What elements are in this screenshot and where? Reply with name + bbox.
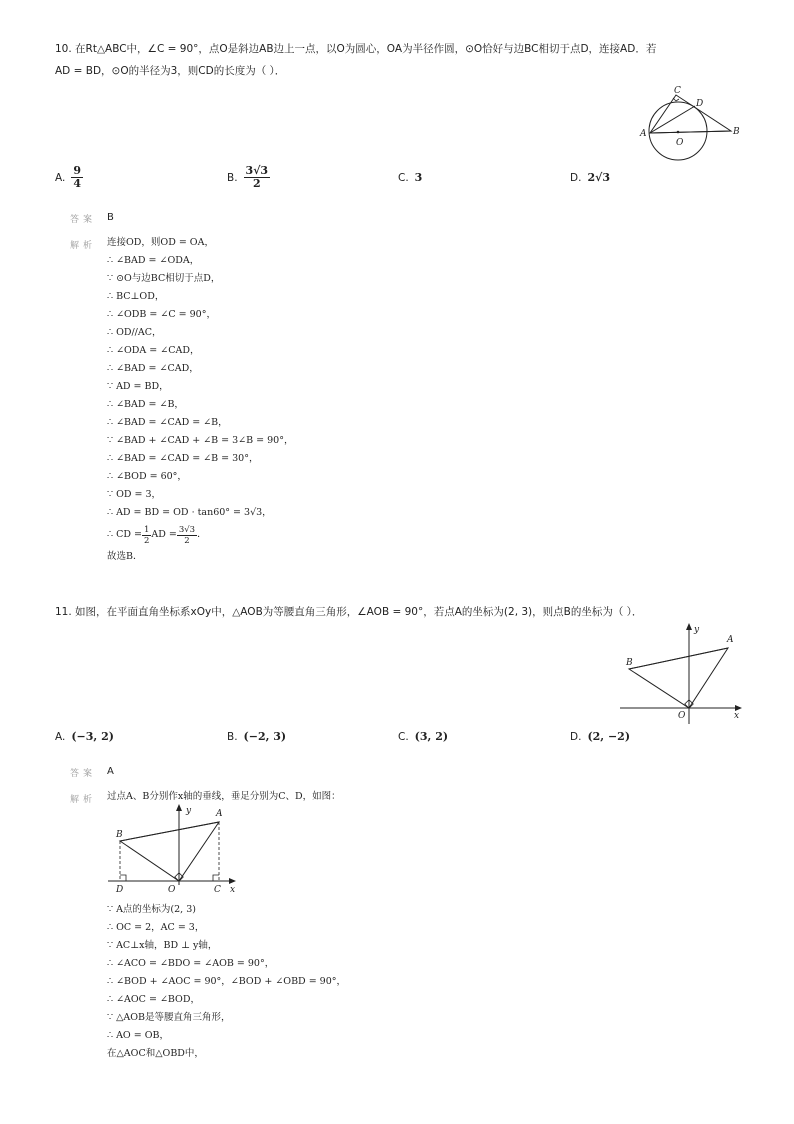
- q11-option-c[interactable]: [398, 730, 448, 743]
- q11-step: ∴ OC = 2，AC = 3，: [107, 922, 205, 933]
- q10-step: ∴ ∠BOD = 60°，: [107, 471, 187, 482]
- q10-option-c[interactable]: [398, 171, 422, 184]
- q10-stem-line2: AD = BD，⊙O的半径为3，则CD的长度为（ ）．: [55, 65, 286, 77]
- q11-option-a[interactable]: [55, 730, 114, 743]
- q10-label-o: O: [676, 138, 684, 148]
- q11-option-d-letter: D.: [570, 730, 582, 743]
- q11-option-d[interactable]: [570, 730, 630, 743]
- q11s-label-d: D: [116, 885, 124, 895]
- q11s-label-x: x: [230, 885, 236, 895]
- q10-conclusion: 故选B．: [107, 551, 143, 562]
- q10-frac-half: $\frac{1}{2}$: [143, 524, 150, 546]
- q11s-segment-ab: [120, 822, 219, 841]
- q10-option-b-value: $\frac{3√3}{2}$: [245, 164, 269, 190]
- q10-option-d[interactable]: [570, 171, 610, 184]
- q11-option-a-value: (−3, 2): [71, 730, 114, 743]
- q11s-label-o: O: [168, 885, 176, 895]
- q10-analysis-label: 解析: [70, 241, 97, 251]
- q11s-right-mark-c: [213, 875, 219, 881]
- q11-label-x: x: [734, 711, 740, 721]
- q11-option-b-value: (−2, 3): [243, 730, 287, 743]
- q11-analysis: [107, 901, 346, 1063]
- q10-right-angle-mark: [673, 98, 679, 101]
- q10-step: ∴ ∠BAD = ∠B，: [107, 399, 184, 410]
- q11s-label-y: y: [186, 806, 192, 816]
- q10-step: ∴ AD = BD = OD · tan60° = 3√3，: [107, 507, 272, 518]
- q11-answer-label: 答案: [70, 769, 97, 779]
- q11s-triangle: [120, 822, 219, 881]
- q11-step: ∵ A点的坐标为(2, 3): [107, 904, 196, 915]
- q11-analysis-intro: 过点A、B分别作x轴的垂线，垂足分别为C、D，如图：: [107, 791, 341, 802]
- q10-step: ∵ AD = BD，: [107, 381, 169, 392]
- q10-stem: [55, 38, 755, 82]
- q11-option-a-letter: A.: [55, 730, 66, 743]
- q10-figure: [636, 84, 746, 164]
- q10-step: ∴ ∠BAD = ∠ODA，: [107, 255, 200, 266]
- q10-step: ∴ ∠ODA = ∠CAD，: [107, 345, 200, 356]
- q10-step: ∴ ∠BAD = ∠CAD，: [107, 363, 199, 374]
- q11-y-arrow: [686, 623, 692, 630]
- q11-figure: [616, 620, 746, 726]
- q10-step: 连接OD，则OD = OA，: [107, 237, 214, 248]
- q10-option-c-value: 3: [414, 171, 423, 184]
- q11-step: 在△AOC和△OBD中，: [107, 1048, 204, 1059]
- q11-step: ∵ AC⊥x轴，BD ⊥ y轴，: [107, 940, 218, 951]
- q10-step: ∴ OD//AC，: [107, 327, 162, 338]
- q10-option-d-letter: D.: [570, 171, 582, 184]
- q11-option-d-value: (2, −2): [587, 730, 631, 743]
- q11-segment-ab: [629, 648, 728, 669]
- q10-label-d: D: [696, 99, 704, 109]
- q10-step: ∴ ∠BAD = ∠CAD = ∠B = 30°，: [107, 453, 259, 464]
- q11-label-b: B: [626, 658, 633, 668]
- q10-answer-value: B: [107, 212, 114, 223]
- q11-answer-value: A: [107, 766, 114, 777]
- q10-option-b[interactable]: [227, 165, 270, 190]
- q10-option-b-letter: B.: [227, 171, 238, 184]
- q11-step: ∴ ∠BOD + ∠AOC = 90°，∠BOD + ∠OBD = 90°，: [107, 976, 347, 987]
- q10-answer-label: 答案: [70, 215, 97, 225]
- q11s-x-arrow: [229, 878, 236, 884]
- q11-solution-figure: [104, 803, 244, 895]
- q11s-right-mark-d: [120, 875, 126, 881]
- q11-label-o: O: [678, 711, 686, 721]
- q10-stem-line1: 10. 在Rt△ABC中，∠C = 90°，点O是斜边AB边上一点，以O为圆心，OA为半径作圆，⊙O恰好与边BC相切于点D，连接AD．若: [55, 43, 657, 55]
- q10-step: ∴ ∠ODB = ∠C = 90°，: [107, 309, 216, 320]
- q11s-label-c: C: [214, 885, 221, 895]
- q10-option-a[interactable]: [55, 165, 83, 190]
- q11-stem-line1: 11. 如图，在平面直角坐标系xOy中，△AOB为等腰直角三角形，∠AOB = 90°，若点A的坐标为(2, 3)，则点B的坐标为（ ）．: [55, 606, 643, 618]
- q11-option-c-value: (3, 2): [414, 730, 449, 743]
- q10-step: ∵ ⊙O与边BC相切于点D，: [107, 273, 221, 284]
- q11s-label-a: A: [216, 809, 223, 819]
- q11s-y-arrow: [176, 804, 182, 811]
- q10-triangle: [650, 95, 731, 133]
- q10-label-b: B: [733, 127, 740, 137]
- q10-step-cd: ∴ CD = $\frac{1}{2}$ AD = $\frac{3√3}{2}$ ．: [107, 524, 207, 546]
- q11-triangle: [629, 648, 728, 708]
- q10-analysis: [107, 234, 293, 566]
- q11-step: ∴ ∠AOC = ∠BOD，: [107, 994, 200, 1005]
- q10-step: ∵ ∠BAD + ∠CAD + ∠B = 3∠B = 90°，: [107, 435, 294, 446]
- q10-frac-result: $\frac{3√3}{2}$: [178, 524, 196, 546]
- q10-segment-ab: [650, 131, 731, 133]
- q10-option-a-value: $\frac{9}{4}$: [73, 164, 81, 190]
- q11-label-a: A: [727, 635, 734, 645]
- q11-step: ∵ △AOB是等腰直角三角形，: [107, 1012, 231, 1023]
- q11s-label-b: B: [116, 830, 123, 840]
- q11-label-y: y: [694, 625, 700, 635]
- q11-analysis-label: 解析: [70, 795, 97, 805]
- q10-option-a-letter: A.: [55, 171, 66, 184]
- q11-option-b-letter: B.: [227, 730, 238, 743]
- q11-option-c-letter: C.: [398, 730, 409, 743]
- q10-option-c-letter: C.: [398, 171, 409, 184]
- q10-label-c: C: [674, 86, 681, 96]
- q11-step: ∴ ∠ACO = ∠BDO = ∠AOB = 90°，: [107, 958, 275, 969]
- q10-label-a: A: [640, 129, 647, 139]
- q10-segment-ad: [650, 106, 695, 133]
- q10-center-dot: [677, 131, 680, 134]
- q10-step: ∴ BC⊥OD，: [107, 291, 165, 302]
- q10-option-d-value: 2√3: [587, 171, 610, 184]
- q11-step: ∴ AO = OB，: [107, 1030, 169, 1041]
- q10-step: ∵ OD = 3，: [107, 489, 162, 500]
- q11-option-b[interactable]: [227, 730, 286, 743]
- q10-step: ∴ ∠BAD = ∠CAD = ∠B，: [107, 417, 228, 428]
